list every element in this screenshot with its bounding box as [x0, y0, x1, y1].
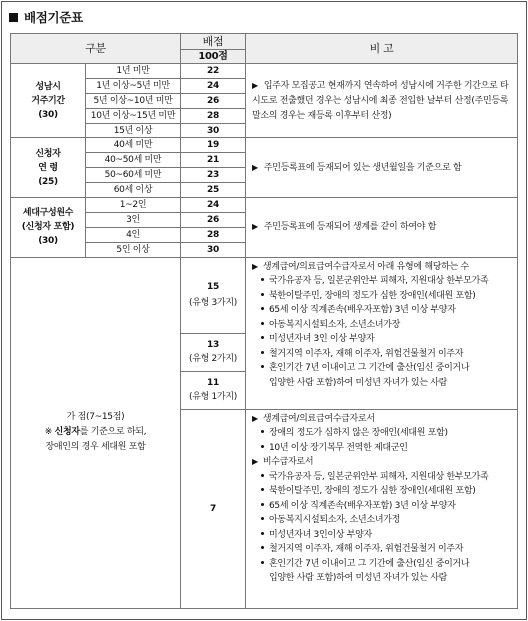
age-category: 신청자 연 령 (25) — [11, 138, 86, 198]
bullet-dot-icon — [261, 307, 264, 310]
header-category: 구분 — [11, 34, 181, 64]
list-title: ▶ 생계급여/의료급여수급자로서 아래 유형에 해당하는 수 — [252, 261, 469, 272]
bullet-dot-icon — [261, 445, 264, 448]
household-row-label: 3인 — [86, 212, 181, 227]
header-score: 배점 — [181, 34, 246, 50]
residence-category: 성남시 거주기간 (30) — [11, 64, 86, 138]
age-row-score: 25 — [181, 183, 246, 198]
bullet-dot-icon — [261, 488, 264, 491]
bullet-dot-icon — [261, 336, 264, 339]
list-item: 미성년자녀 3인 이상 부양자 — [252, 332, 513, 347]
bullet-dot-icon — [261, 561, 264, 564]
bonus-score-11: 11 (유형 1가지) — [181, 371, 246, 409]
bonus-list-1 — [246, 257, 518, 409]
right-triangle-icon: ▶ — [252, 457, 258, 467]
residence-row-label: 5년 이상~10년 미만 — [86, 93, 181, 108]
list-item: 장애의 정도가 심하지 않은 장애인(세대원 포함) — [252, 426, 513, 441]
residence-row-label: 15년 이상 — [86, 123, 181, 138]
household-row-score: 24 — [181, 198, 246, 213]
residence-row-label: 1년 미만 — [86, 64, 181, 79]
household-row-score: 28 — [181, 227, 246, 242]
bonus-list-2 — [246, 409, 518, 608]
age-row-label: 60세 이상 — [86, 183, 181, 198]
list-item: 아동복지시설퇴소자, 소년소녀가장 — [252, 318, 513, 333]
residence-row-score: 28 — [181, 108, 246, 123]
age-row-score: 21 — [181, 153, 246, 168]
bullet-dot-icon — [261, 322, 264, 325]
bullet-dot-icon — [261, 532, 264, 535]
list-item: 10년 이상 장기복무 전역한 제대군인 — [252, 441, 513, 456]
household-row-score: 30 — [181, 242, 246, 257]
bullet-dot-icon — [261, 546, 264, 549]
bullet-dot-icon — [261, 278, 264, 281]
list-item: 아동복지시설퇴소자, 소년소녀가정 — [252, 513, 513, 528]
list-item-continued: 입양한 사람 포함)하여 미성년 자녀가 있는 사람 — [269, 573, 448, 584]
right-triangle-icon: ▶ — [252, 261, 258, 271]
list-item-continued: 입양한 사람 포함)하여 미성년 자녀가 있는 사람 — [269, 377, 448, 388]
residence-row-score: 26 — [181, 93, 246, 108]
list-item: 북한이탈주민, 장애의 정도가 심한 장애인(세대원 포함) — [252, 484, 513, 499]
bonus-condition: ※ 신청자를 기준으로 하되, — [44, 427, 147, 438]
right-triangle-icon: ▶ — [252, 222, 258, 232]
residence-row-label: 1년 이상~5년 미만 — [86, 78, 181, 93]
right-triangle-icon: ▶ — [252, 162, 258, 172]
household-row-label: 4인 — [86, 227, 181, 242]
list-title: ▶ 생계급여/의료급여수급자로서 — [252, 413, 375, 424]
header-remarks: 비 고 — [246, 34, 518, 64]
bullet-dot-icon — [261, 430, 264, 433]
age-row-label: 40~50세 미만 — [86, 153, 181, 168]
list-item: 북한이탈주민, 장애의 정도가 심한 장애인(세대원 포함) — [252, 289, 513, 304]
age-row-label: 40세 미만 — [86, 138, 181, 153]
list-item: 65세 이상 직계존속(배우자포함) 3년 이상 부양자 — [252, 499, 513, 514]
list-item: 국가유공자 등, 일본군위안부 피해자, 지원대상 한부모가족 — [252, 274, 513, 289]
household-row-score: 26 — [181, 212, 246, 227]
bonus-score-15: 15 (유형 3가지) — [181, 257, 246, 333]
list-item: 65세 이상 직계존속(배우자포함) 3년 이상 부양자 — [252, 303, 513, 318]
list-item: 혼인기간 7년 이내이고 그 기간에 출산(임신 중이거나 — [252, 361, 513, 376]
bullet-dot-icon — [261, 517, 264, 520]
age-note: ▶ 주민등록표에 등재되어 있는 생년월일을 기준으로 함 — [246, 138, 518, 198]
list-item: 철거지역 이주자, 재해 이주자, 위험건물철거 이주자 — [252, 347, 513, 362]
header-total: 100점 — [181, 50, 246, 64]
black-square-icon — [9, 13, 18, 22]
page-title: 배점기준표 — [9, 8, 83, 26]
bonus-score-7: 7 — [181, 409, 246, 608]
list-item: 미성년자녀 3인이상 부양자 — [252, 528, 513, 543]
age-row-score: 19 — [181, 138, 246, 153]
bonus-score-13: 13 (유형 2가지) — [181, 333, 246, 371]
right-triangle-icon: ▶ — [252, 80, 258, 90]
bullet-dot-icon — [261, 365, 264, 368]
age-row-score: 23 — [181, 168, 246, 183]
residence-row-score: 24 — [181, 78, 246, 93]
household-category: 세대구성원수 (신청자 포함) (30) — [11, 198, 86, 258]
residence-row-label: 10년 이상~15년 미만 — [86, 108, 181, 123]
list-item: 철거지역 이주자, 재해 이주자, 위험건물철거 이주자 — [252, 542, 513, 557]
list-item: 국가유공자 등, 일본군위안부 피해자, 지원대상 한부모가족 — [252, 470, 513, 485]
list-title: ▶ 비수급자로서 — [252, 457, 314, 468]
bullet-dot-icon — [261, 351, 264, 354]
residence-row-score: 22 — [181, 64, 246, 79]
household-row-label: 5인 이상 — [86, 242, 181, 257]
household-row-label: 1~2인 — [86, 198, 181, 213]
residence-note: ▶ 입주자 모집공고 현재까지 연속하여 성남시에 거주한 기간으로 타 시도로 전출했던 경우는 성남시에 최종 전입한 날부터 산정(주민등록말소의 경우는 재등록 이후부터 산정) — [246, 64, 518, 138]
bullet-dot-icon — [261, 474, 264, 477]
bullet-dot-icon — [261, 503, 264, 506]
household-note: ▶ 주민등록표에 등재되어 생계를 같이 하여야 함 — [246, 198, 518, 258]
scoring-table — [10, 33, 518, 609]
residence-row-score: 30 — [181, 123, 246, 138]
age-row-label: 50~60세 미만 — [86, 168, 181, 183]
bullet-dot-icon — [261, 293, 264, 296]
right-triangle-icon: ▶ — [252, 413, 258, 423]
list-item: 혼인기간 7년 이내이고 그 기간에 출산(임신 중이거나 — [252, 557, 513, 572]
bonus-category: 가 점(7~15점) ※ 신청자를 기준으로 하되, 장애인의 경우 세대원 포함 — [11, 257, 181, 608]
